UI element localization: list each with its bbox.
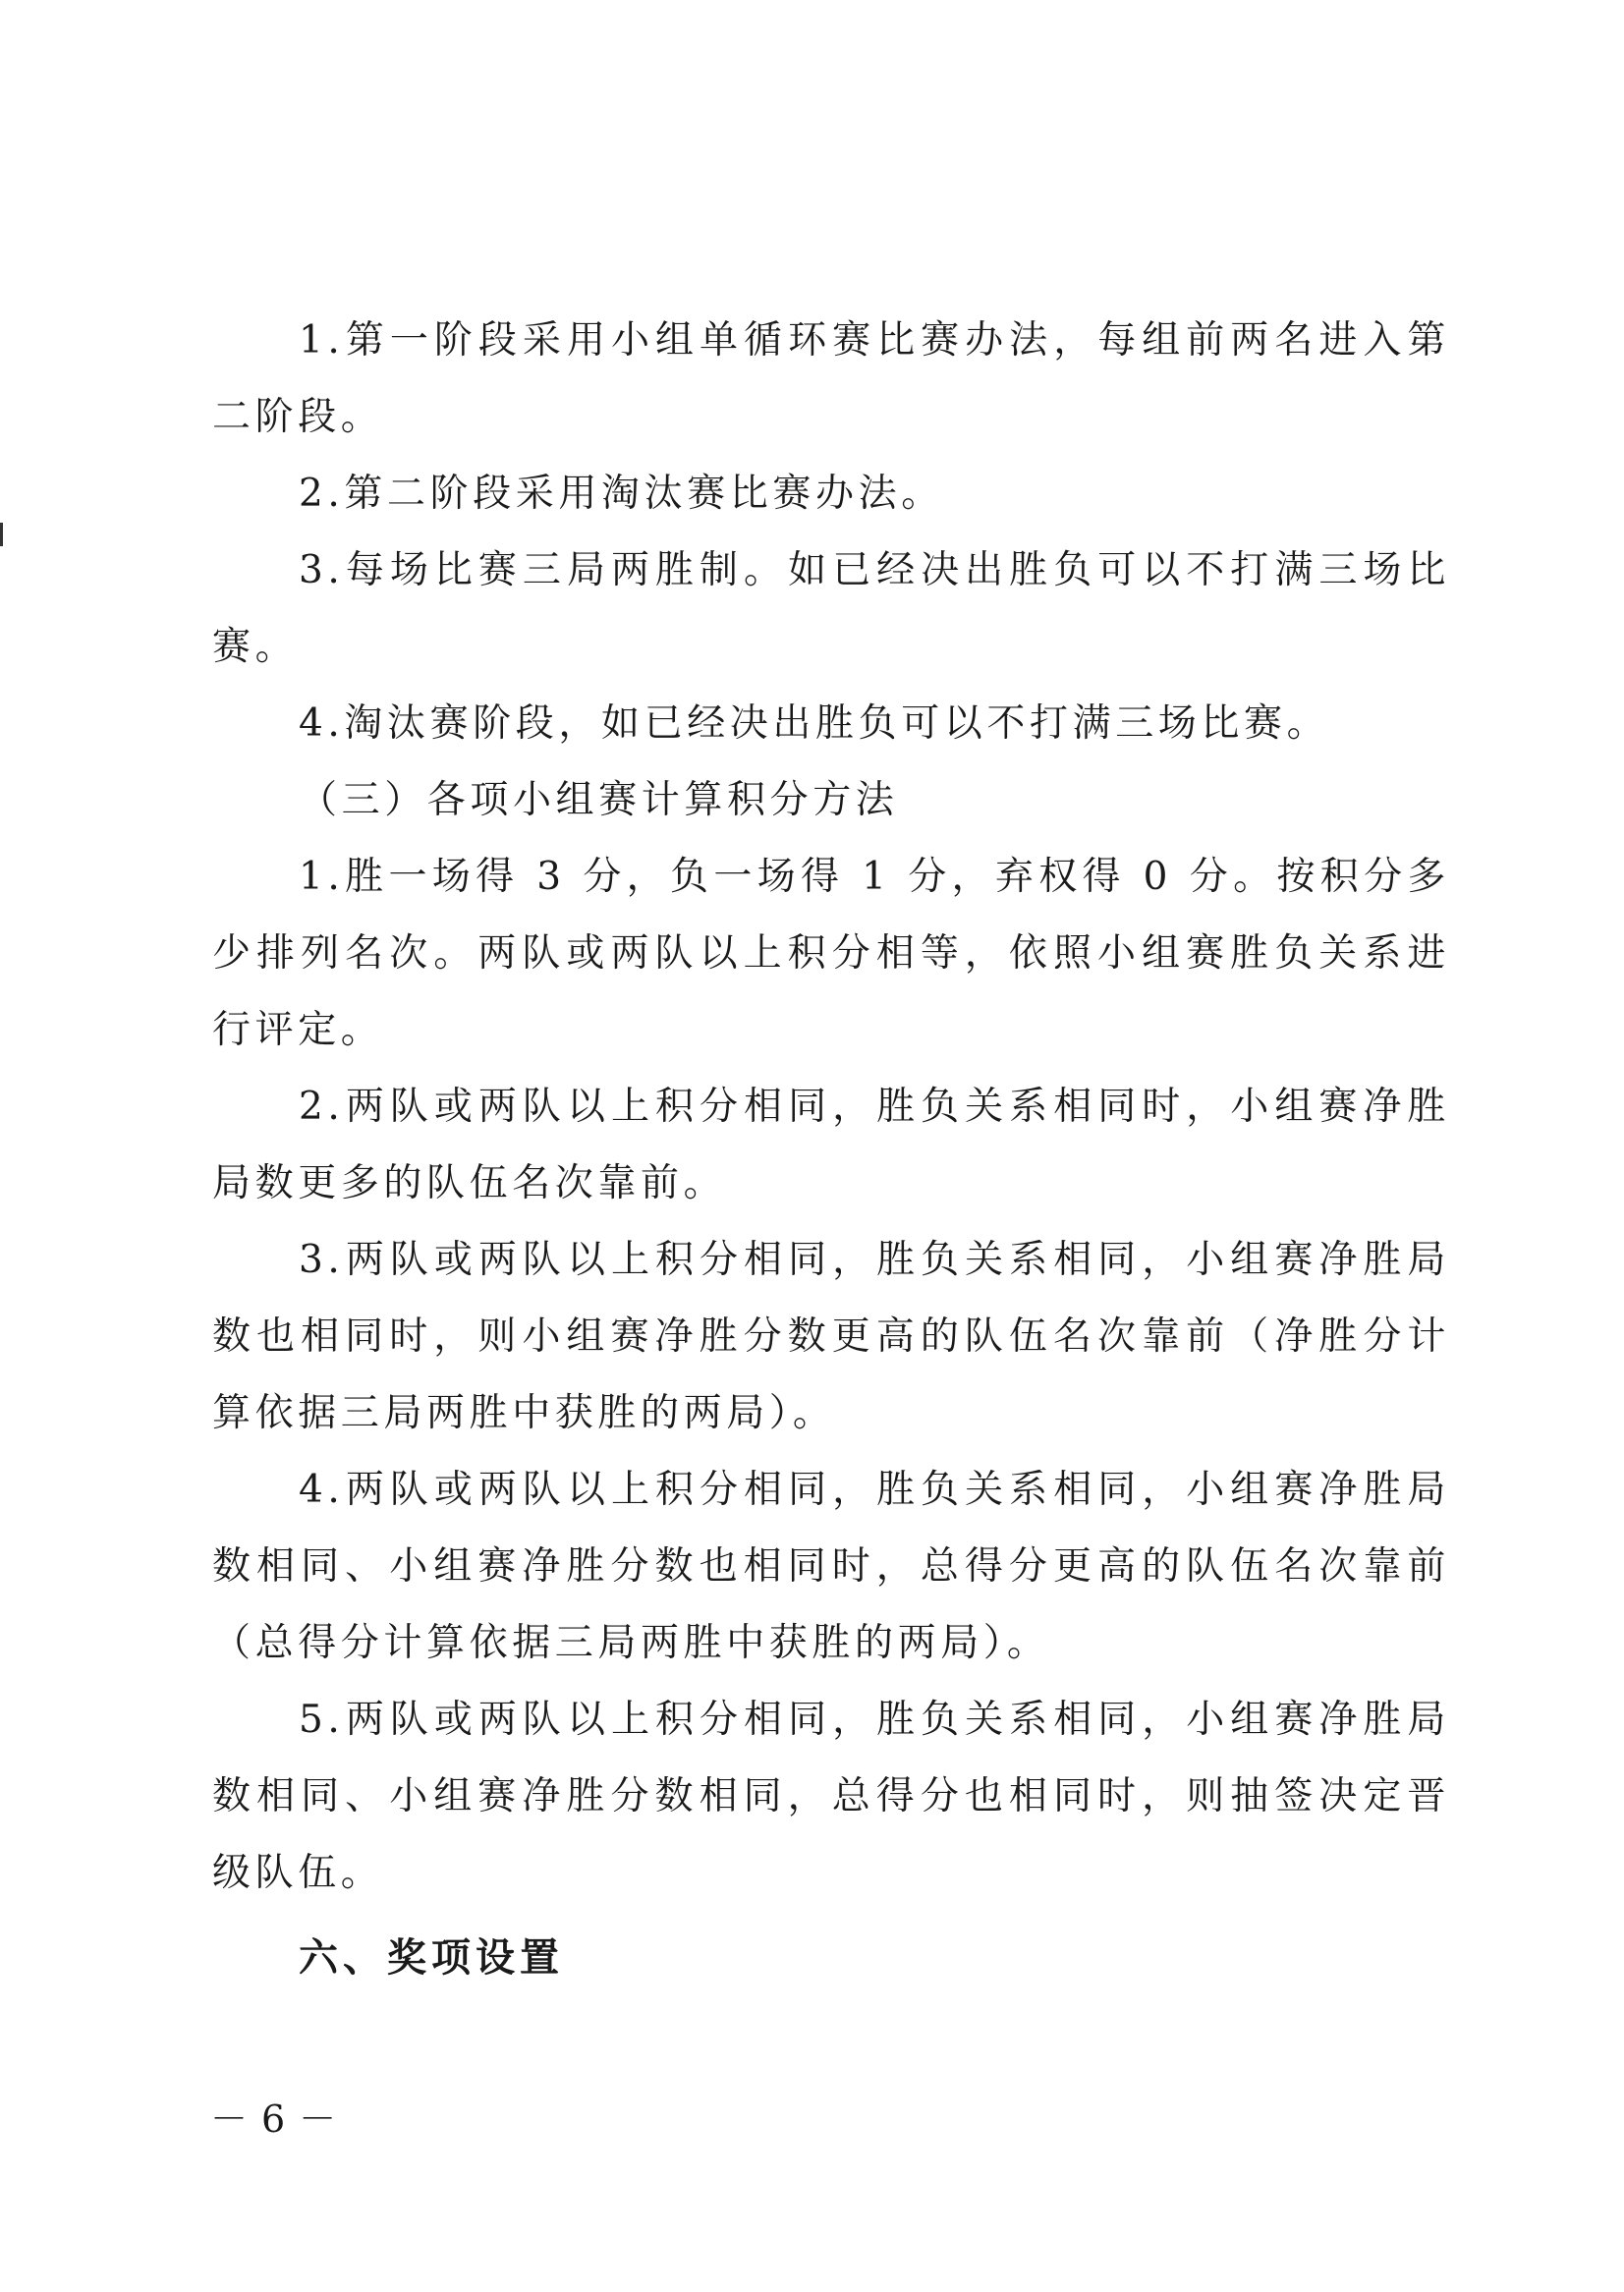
paragraph-scoring-rule-2: 2.两队或两队以上积分相同，胜负关系相同时，小组赛净胜局数更多的队伍名次靠前。 [212, 1085, 1450, 1205]
section-heading-awards: 六、奖项设置 [299, 1935, 564, 1981]
paragraph-scoring-rule-1: 1.胜一场得 3 分，负一场得 1 分，弃权得 0 分。按积分多少排列名次。两队或两队以上积分相等，依照小组赛胜负关系进行评定。 [212, 855, 1450, 1052]
scan-margin-mark [0, 523, 3, 546]
paragraph-scoring-rule-5: 5.两队或两队以上积分相同，胜负关系相同，小组赛净胜局数相同、小组赛净胜分数相同，总得分也相同时，则抽签决定晋级队伍。 [212, 1698, 1450, 1895]
paragraph-scoring-rule-3: 3.两队或两队以上积分相同，胜负关系相同，小组赛净胜局数也相同时，则小组赛净胜分数更高的队伍名次靠前（净胜分计算依据三局两胜中获胜的两局）。 [212, 1238, 1450, 1435]
paragraph-stage-two: 2.第二阶段采用淘汰赛比赛办法。 [299, 472, 944, 516]
paragraph-knockout-rule: 4.淘汰赛阶段，如已经决出胜负可以不打满三场比赛。 [299, 701, 1330, 746]
page-number: －6－ [210, 2097, 351, 2141]
paragraph-best-of-three: 3.每场比赛三局两胜制。如已经决出胜负可以不打满三场比赛。 [212, 548, 1450, 669]
paragraph-scoring-rule-4: 4.两队或两队以上积分相同，胜负关系相同，小组赛净胜局数相同、小组赛净胜分数也相同时，总得分更高的队伍名次靠前（总得分计算依据三局两胜中获胜的两局）。 [212, 1468, 1450, 1665]
document-body [212, 303, 1450, 1996]
subsection-heading-scoring: （三）各项小组赛计算积分方法 [299, 778, 899, 822]
paragraph-stage-one: 1.第一阶段采用小组单循环赛比赛办法，每组前两名进入第二阶段。 [212, 318, 1450, 439]
